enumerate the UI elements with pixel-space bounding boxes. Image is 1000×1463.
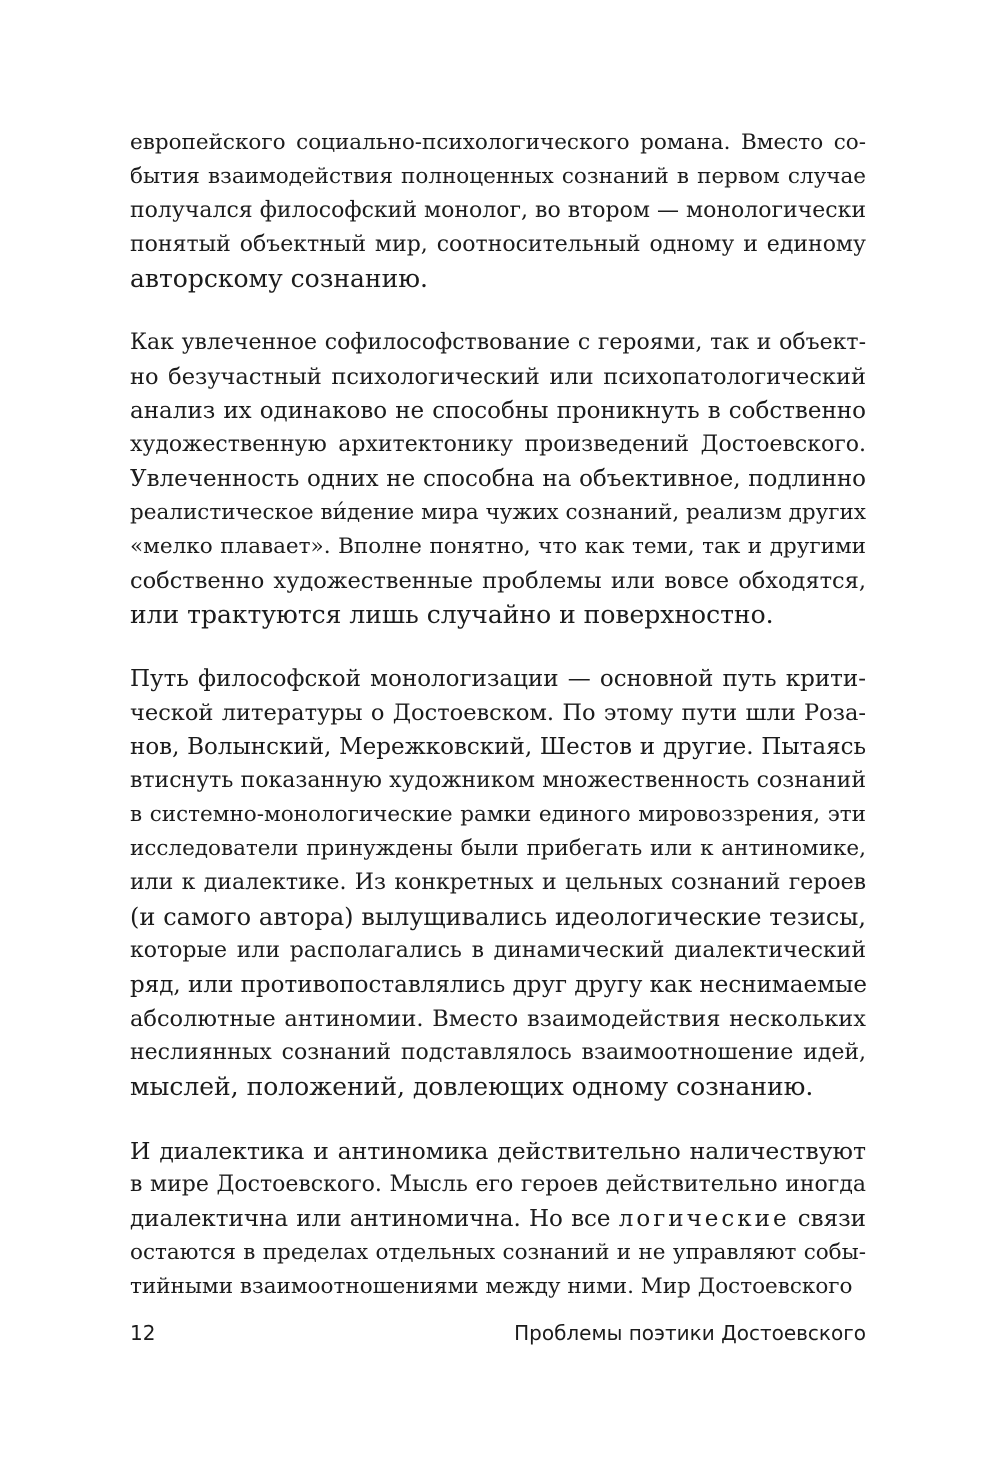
text-line — [130, 1202, 866, 1236]
text-line: бытия взаимодействия полноценных сознаний в первом случае — [130, 164, 866, 189]
text-line: неслиянных сознаний подставлялось взаимоотношение идей, — [130, 1040, 866, 1065]
text-line: получался философский монолог, во втором — монологически — [130, 198, 866, 223]
page-footer — [130, 1318, 866, 1348]
text-line: реалистическое ви́дение мира чужих сознаний, реализм других — [130, 500, 866, 525]
text-fragment: диалектична или антиномична. Но все — [130, 1206, 619, 1232]
text-line: ческой литературы о Достоевском. По этому пути шли Роза- — [130, 700, 866, 726]
body-text — [130, 126, 866, 1334]
text-line: но безучастный психологический или психопатологический — [130, 364, 866, 390]
text-line: ряд, или противопоставлялись друг другу как неснимаемые — [130, 972, 867, 998]
text-line: мыслей, положений, довлеющих одному сознанию. — [130, 1072, 814, 1101]
paragraph — [130, 126, 866, 296]
text-line: в мире Достоевского. Мысль его героев действительно иногда — [130, 1172, 866, 1197]
text-line: которые или располагались в динамический диалектический — [130, 938, 866, 963]
paragraph — [130, 326, 866, 632]
text-line: анализ их одинаково не способны проникнуть в собственно — [130, 398, 866, 424]
text-line: Как увлеченное софилософствование с героями, так и объект- — [130, 330, 866, 355]
emphasized-word: логические — [618, 1206, 790, 1232]
text-line: «мелко плавает». Вполне понятно, что как теми, так и другими — [130, 534, 866, 559]
text-line: или к диалектике. Из конкретных и цельных сознаний героев — [130, 870, 866, 895]
text-line: исследователи принуждены были прибегать или к антиномике, — [130, 836, 866, 861]
text-fragment: связи — [789, 1206, 866, 1232]
text-line: Увлеченность одних не способна на объективное, подлинно — [130, 466, 866, 492]
text-line: (и самого автора) вылущивались идеологические тезисы, — [130, 903, 866, 931]
paragraph — [130, 1134, 866, 1304]
paragraph — [130, 662, 866, 1104]
text-line: абсолютные антиномии. Вместо взаимодействия нескольких — [130, 1006, 866, 1032]
text-line: художественную архитектонику произведений Достоевского. — [130, 432, 866, 457]
running-title: Проблемы поэтики Достоевского — [514, 1321, 866, 1345]
text-line: собственно художественные проблемы или вовсе обходятся, — [130, 568, 866, 594]
text-line: или трактуются лишь случайно и поверхностно. — [130, 600, 774, 629]
text-line: тийными взаимоотношениями между ними. Мир Достоевского — [130, 1274, 853, 1299]
text-line: Путь философской монологизации — основной путь крити- — [130, 666, 866, 692]
text-line: И диалектика и антиномика действительно наличествуют — [130, 1137, 866, 1165]
text-line: авторскому сознанию. — [130, 264, 428, 293]
text-line: понятый объектный мир, соотносительный одному и единому — [130, 232, 866, 257]
text-line: нов, Волынский, Мережковский, Шестов и другие. Пытаясь — [130, 734, 866, 760]
text-line: остаются в пределах отдельных сознаний и не управляют собы- — [130, 1240, 866, 1265]
text-line: втиснуть показанную художником множественность сознаний — [130, 768, 866, 793]
text-line: европейского социально-психологического романа. Вместо со- — [130, 130, 866, 155]
text-line: в системно-монологические рамки единого мировоззрения, эти — [130, 802, 866, 827]
page-number: 12 — [130, 1321, 156, 1345]
